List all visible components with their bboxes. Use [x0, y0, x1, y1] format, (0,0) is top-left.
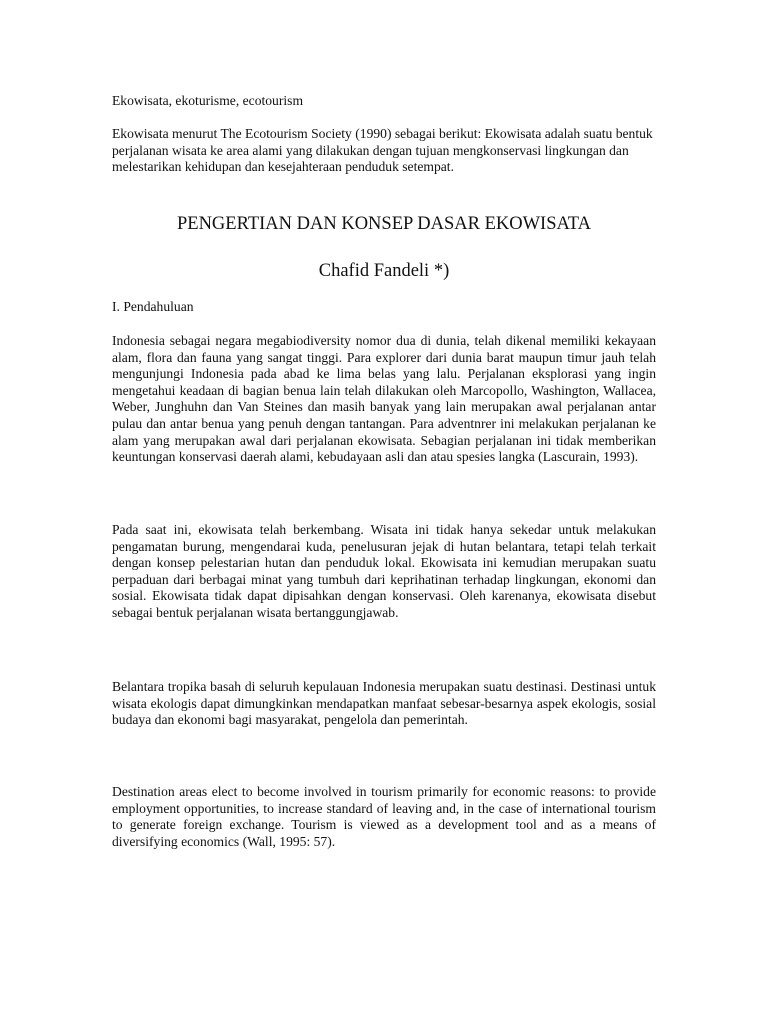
paragraph-2: Pada saat ini, ekowisata telah berkembang. Wisata ini tidak hanya sekedar untuk melakukan pengamatan burung, mengendarai kuda, penelusuran jejak di hutan belantara, tetapi telah terkait dengan konsep pelestarian hutan dan penduduk lokal. Ekowisata ini kemudian merupakan suatu perpaduan dari berbagai minat yang tumbuh dari keprihatinan terhadap lingkungan, ekonomi dan sosial. Ekowisata tidak dapat dipisahkan dengan konservasi. Oleh karenanya, ekowisata disebut sebagai bentuk perjalanan wisata bertanggungjawab. — [112, 522, 656, 620]
author-name: Chafid Fandeli *) — [318, 261, 450, 281]
paragraph-1: Indonesia sebagai negara megabiodiversity nomor dua di dunia, telah dikenal memiliki kekayaan alam, flora dan fauna yang sangat tinggi. Para explorer dari dunia barat maupun timur jauh telah mengunjungi Indonesia pada abad ke lima belas yang lalu. Perjalanan eksplorasi yang ingin mengetahui keadaan di bagian benua lain telah dilakukan oleh Marcopollo, Washington, Wallacea, Weber, Junghuhn dan Van Steines dan masih banyak yang lain merupakan awal perjalanan antar pulau dan antar benua yang penuh dengan tantangan. Para adventnrer ini melakukan perjalanan ke alam yang merupakan awal dari perjalanan ekowisata. Sebagian perjalanan ini tidak memberikan keuntungan konservasi daerah alami, kebudayaan asli dan atau spesies langka (Lascurain, 1993). — [112, 333, 656, 465]
topic-line: Ekowisata, ekoturisme, ecotourism — [112, 93, 304, 108]
paragraph-3: Belantara tropika basah di seluruh kepulauan Indonesia merupakan suatu destinasi. Destinasi untuk wisata ekologis dapat dimungkinkan mendapatkan manfaat sebesar-besarnya aspek ekologis, sosial budaya dan ekonomi bagi masyarakat, pengelola dan pemerintah. — [112, 679, 656, 728]
section-heading: I. Pendahuluan — [112, 299, 194, 314]
document-title: PENGERTIAN DAN KONSEP DASAR EKOWISATA — [176, 214, 591, 234]
definition-paragraph: Ekowisata menurut The Ecotourism Society (1990) sebagai berikut: Ekowisata adalah suatu bentuk perjalanan wisata ke area alami yang dilakukan dengan tujuan mengkonservasi lingkungan dan melestarikan kehidupan dan kesejahteraan penduduk setempat. — [112, 126, 653, 175]
paragraph-4: Destination areas elect to become involved in tourism primarily for economic reasons: to provide employment opportunities, to increase standard of leaving and, in the case of international tourism to generate foreign exchange. Tourism is viewed as a development tool and as a means of diversifying economics (Wall, 1995: 57). — [112, 784, 656, 849]
